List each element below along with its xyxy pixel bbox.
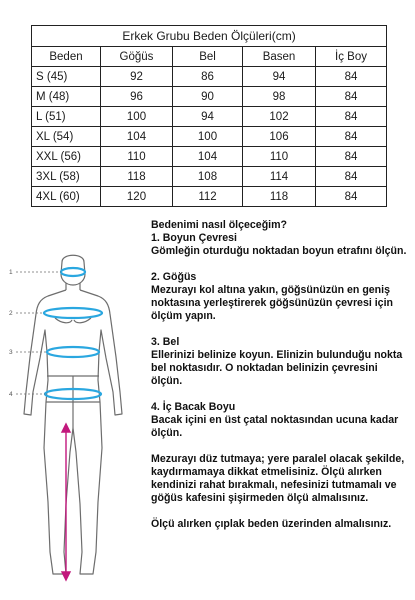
bare-body-note: Ölçü alırken çıplak beden üzerinden almalısınız. [151,518,392,530]
size-cell: XXL (56) [32,147,101,167]
measuring-note: Mezurayı düz tutmaya; yere paralel olacak şekilde, kaydırmamaya dikkat etmelisiniz. Ölçü alırken kendinizi rahat bırakmalı, nefesinizi tutmamalı ve göğüs kafesini şişirmeden ölçü almalısınız. [151,453,405,504]
inseam-cell: 84 [316,147,387,167]
waist-cell: 100 [173,127,243,147]
table-title: Erkek Grubu Beden Ölçüleri(cm) [32,26,387,47]
instructions-intro: Bedenimi nasıl ölçeceğim? [151,219,287,231]
chest-cell: 120 [101,187,173,207]
neck-title: 1. Boyun Çevresi [151,232,237,244]
table-row [32,187,387,207]
table-row [32,127,387,147]
chest-cell: 118 [101,167,173,187]
size-cell: 3XL (58) [32,167,101,187]
inseam-title: 4. İç Bacak Boyu [151,401,236,413]
inseam-cell: 84 [316,127,387,147]
size-cell: M (48) [32,87,101,107]
body-outline [24,255,122,574]
waist-cell: 104 [173,147,243,167]
table-row [32,167,387,187]
marker-1: 1 [9,269,13,276]
chest-cell: 110 [101,147,173,167]
header-cell: Basen [243,47,316,67]
inseam-text: Bacak içini en üst çatal noktasından ucuna kadar ölçün. [151,414,399,439]
hip-cell: 106 [243,127,316,147]
header-cell: Beden [32,47,101,67]
measure-markers [9,269,13,398]
hip-cell: 94 [243,67,316,87]
table-row [32,147,387,167]
hip-cell: 110 [243,147,316,167]
inseam-cell: 84 [316,107,387,127]
inseam-cell: 84 [316,67,387,87]
header-cell: Bel [173,47,243,67]
waist-cell: 86 [173,67,243,87]
hip-cell: 114 [243,167,316,187]
measurement-instructions [151,219,409,531]
table-header-row [32,47,387,67]
chest-title: 2. Göğüs [151,271,197,283]
hip-cell: 118 [243,187,316,207]
size-cell: 4XL (60) [32,187,101,207]
marker-3: 3 [9,349,13,356]
inseam-cell: 84 [316,187,387,207]
chest-cell: 100 [101,107,173,127]
chest-cell: 104 [101,127,173,147]
chest-text: Mezurayı kol altına yakın, göğsünüzün en geniş noktasına yerleştirerek göğsünüzün çevresi için ölçüm yapın. [151,284,393,322]
size-cell: L (51) [32,107,101,127]
inseam-arrow [62,424,70,580]
waist-text: Ellerinizi belinize koyun. Elinizin bulunduğu nokta bel noktasıdır. O noktadan belinizin çevresini ölçün. [151,349,403,387]
marker-2: 2 [9,310,13,317]
header-cell: Göğüs [101,47,173,67]
chest-cell: 92 [101,67,173,87]
inseam-cell: 84 [316,167,387,187]
table-row [32,87,387,107]
waist-cell: 108 [173,167,243,187]
marker-4: 4 [9,391,13,398]
table-row [32,107,387,127]
waist-cell: 112 [173,187,243,207]
size-chart-table [31,25,387,207]
neck-text: Gömleğin oturduğu noktadan boyun etrafını ölçün. [151,245,407,257]
hip-cell: 98 [243,87,316,107]
table-row [32,67,387,87]
size-cell: S (45) [32,67,101,87]
waist-title: 3. Bel [151,336,180,348]
waist-cell: 90 [173,87,243,107]
size-cell: XL (54) [32,127,101,147]
hip-cell: 102 [243,107,316,127]
waist-cell: 94 [173,107,243,127]
chest-cell: 96 [101,87,173,107]
inseam-cell: 84 [316,87,387,107]
header-cell: İç Boy [316,47,387,67]
body-measurement-figure [0,252,150,592]
